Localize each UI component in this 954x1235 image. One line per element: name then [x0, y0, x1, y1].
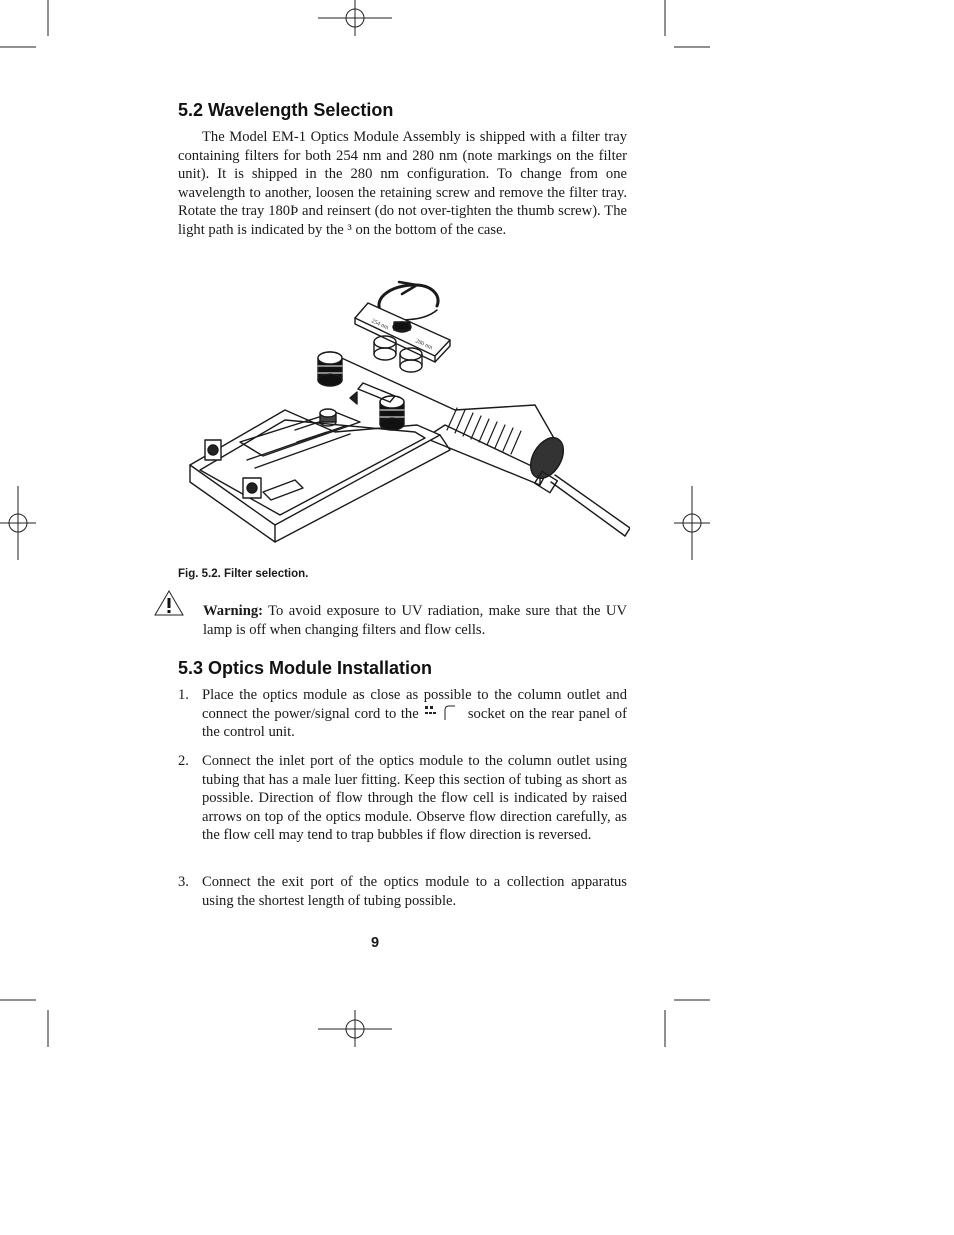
warning-body: To avoid exposure to UV radiation, make sure that the UV lamp is off when changing filters and flow cells.	[203, 603, 627, 638]
warning-label: Warning:	[203, 603, 264, 619]
knurled-knob-front	[380, 396, 404, 430]
knurled-knob-rear	[318, 352, 342, 386]
list-text: Connect the exit port of the optics module to a collection apparatus using the shortest length of tubing possible.	[202, 874, 627, 909]
wavelength-paragraph: The Model EM-1 Optics Module Assembly is shipped with a filter tray containing filters for both 254 nm and 280 nm (note markings on the filter unit). It is shipped in the 280 nm configuration. To change from one wavelength to another, loosen the retaining screw and remove the filter tray. Rotate the tray 180Þ and reinsert (do not over-tighten the thumb screw). The light path is indicated by the ³ on the bottom of the case.	[178, 129, 627, 238]
list-item	[178, 873, 627, 910]
section-heading-optics-installation: 5.3 Optics Module Installation	[178, 658, 433, 678]
warning-triangle-icon	[153, 589, 185, 617]
registration-mark-top	[318, 0, 392, 36]
warning-text	[203, 602, 627, 639]
figure-caption: Fig. 5.2. Filter selection.	[178, 568, 309, 580]
list-number: 2.	[178, 753, 189, 769]
list-text: Connect the inlet port of the optics module to the column outlet using tubing that has a male luer fitting. Keep this section of tubing as short as possible. Direction of flow through the flow cell is indicated by raised arrows on top of the optics module. Observe flow direction carefully, as the flow cell may tend to trap bubbles if flow direction is reversed.	[202, 753, 627, 844]
registration-mark-bottom	[318, 1010, 392, 1047]
list-number: 3.	[178, 874, 189, 890]
registration-mark-left	[0, 486, 36, 560]
flow-arrow-icon	[350, 392, 357, 404]
list-item	[178, 752, 627, 845]
page-number: 9	[370, 935, 380, 951]
filter-label-280: 280 nm	[414, 338, 434, 352]
section-heading-wavelength-selection: 5.2 Wavelength Selection	[178, 100, 394, 120]
list-text	[202, 686, 627, 742]
list-text-after: socket on the rear panel of the control unit.	[202, 705, 627, 741]
filter-selection-figure	[185, 270, 630, 545]
filter-tray	[355, 303, 450, 372]
socket-icon	[425, 705, 461, 721]
optics-base	[190, 409, 450, 542]
list-item	[178, 686, 627, 742]
filter-label-254: 254 nm	[370, 318, 390, 332]
list-text-before: Place the optics module as close as possible to the column outlet and connect the power/signal cord to the	[202, 687, 627, 722]
registration-mark-right	[674, 486, 710, 560]
list-number: 1.	[178, 687, 189, 703]
